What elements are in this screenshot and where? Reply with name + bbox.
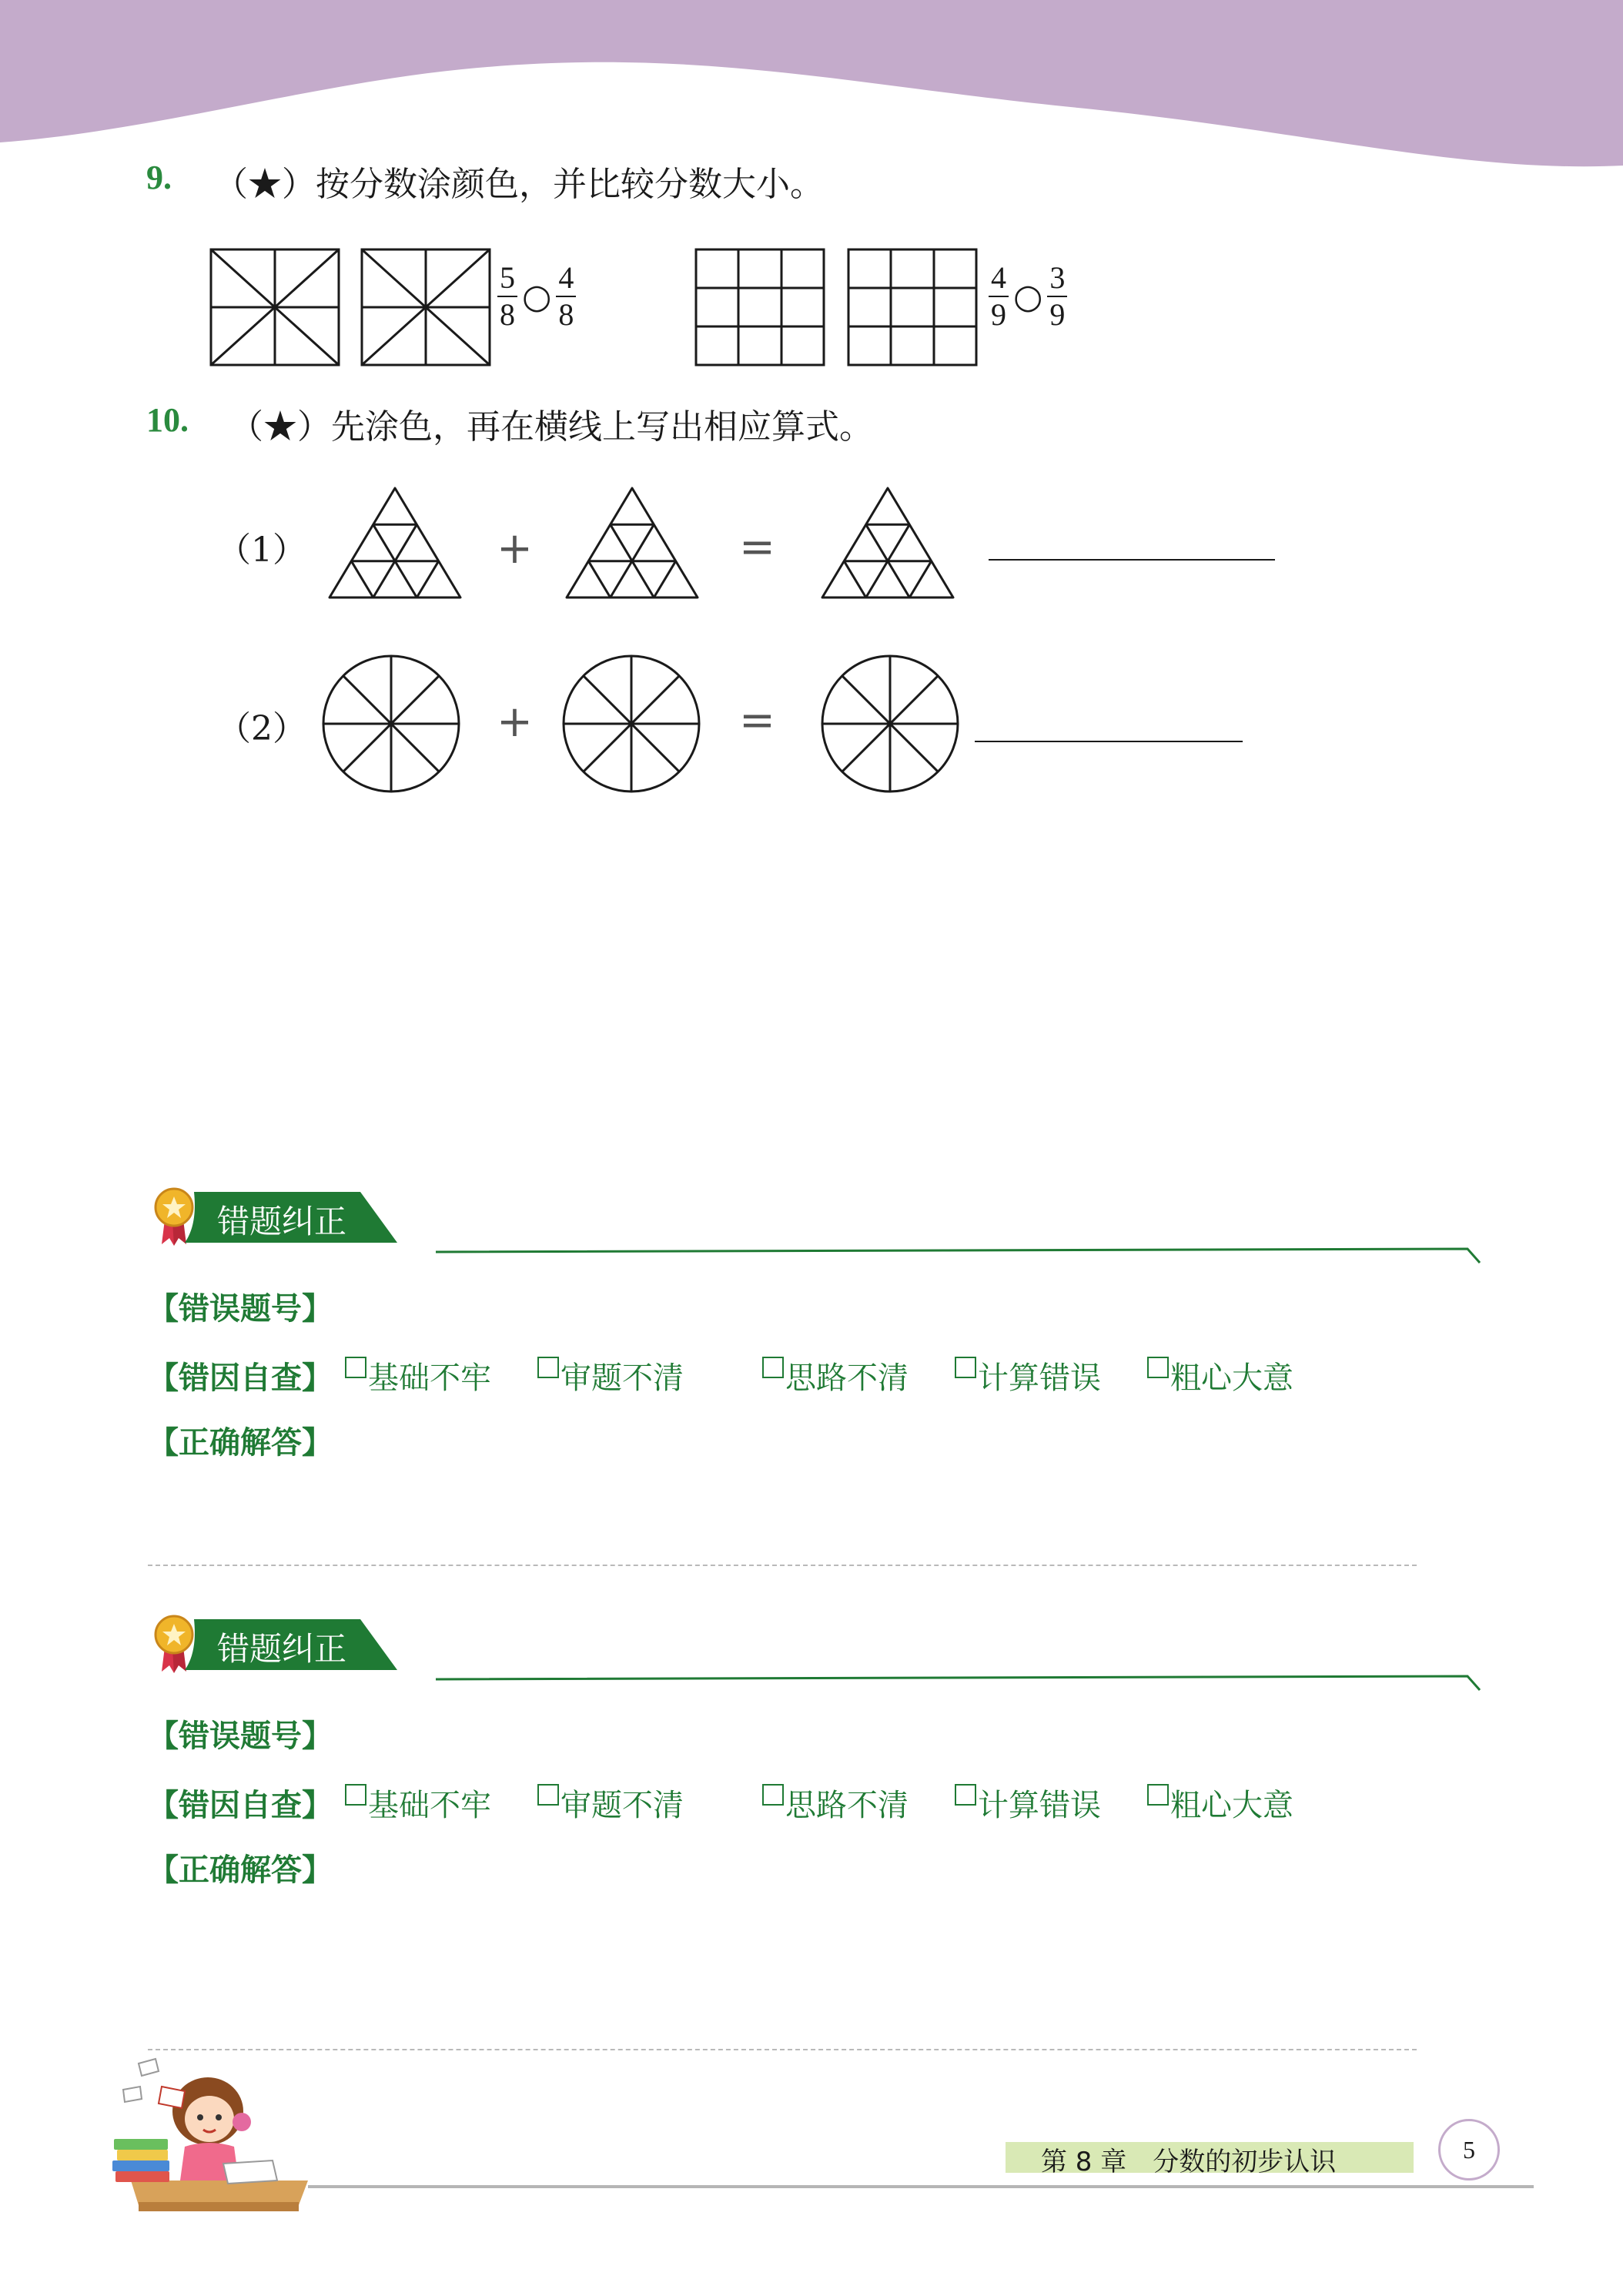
footer-chapter-title: 第 8 章 分数的初步认识 bbox=[1041, 2147, 1337, 2177]
equals-sign: = bbox=[739, 522, 775, 572]
answer-line-1[interactable] bbox=[989, 559, 1275, 561]
wrong-question-label: 【错误题号】 bbox=[148, 1291, 333, 1327]
checkbox-icon[interactable] bbox=[537, 1357, 559, 1378]
section-divider bbox=[148, 2049, 1417, 2050]
wrong-question-label: 【错误题号】 bbox=[148, 1719, 333, 1754]
compare-circle[interactable]: ○ bbox=[1013, 276, 1043, 316]
q10-part2-label: （2） bbox=[217, 709, 306, 748]
option-checkbox-1[interactable]: 基础不牢 bbox=[345, 1781, 491, 1825]
q9-grid-ninths-1 bbox=[694, 248, 825, 366]
option-checkbox-3[interactable]: 思路不清 bbox=[762, 1354, 909, 1397]
checkbox-icon[interactable] bbox=[955, 1357, 976, 1378]
q9-grid-ninths-2 bbox=[847, 248, 978, 366]
q10-text: （★）先涂色，再在横线上写出相应算式。 bbox=[229, 407, 873, 447]
fraction-4-8: $\frac{4}{8}$ bbox=[556, 262, 576, 331]
option-checkbox-4[interactable]: 计算错误 bbox=[955, 1781, 1101, 1825]
checkbox-icon[interactable] bbox=[762, 1784, 784, 1806]
option-checkbox-4[interactable]: 计算错误 bbox=[955, 1354, 1101, 1397]
triangle-ninths-2 bbox=[564, 485, 701, 601]
plus-sign: + bbox=[497, 524, 533, 574]
plus-sign: + bbox=[497, 697, 533, 747]
option-checkbox-3[interactable]: 思路不清 bbox=[762, 1781, 909, 1825]
page-number: 5 bbox=[1463, 2135, 1475, 2164]
q9-square-eighths-2 bbox=[360, 248, 491, 366]
checkbox-icon[interactable] bbox=[955, 1784, 976, 1806]
title-underline bbox=[436, 1237, 1483, 1264]
checkbox-icon[interactable] bbox=[1147, 1357, 1169, 1378]
q9-number: 9. bbox=[146, 159, 172, 196]
footer-rule bbox=[308, 2185, 1534, 2188]
q10-part1-label: （1） bbox=[217, 530, 306, 570]
fraction-3-9: $\frac{3}{9}$ bbox=[1047, 262, 1067, 331]
header-wave bbox=[0, 0, 1623, 177]
section-title: 错题纠正 bbox=[217, 1203, 347, 1240]
option-checkbox-5[interactable]: 粗心大意 bbox=[1147, 1781, 1293, 1825]
fraction-5-8: $\frac{5}{8}$ bbox=[497, 262, 517, 331]
checkbox-icon[interactable] bbox=[1147, 1784, 1169, 1806]
triangle-ninths-1 bbox=[326, 485, 463, 601]
compare-circle[interactable]: ○ bbox=[522, 276, 552, 316]
option-checkbox-2[interactable]: 审题不清 bbox=[537, 1354, 684, 1397]
circle-eighths-2 bbox=[561, 653, 702, 795]
title-underline bbox=[436, 1664, 1483, 1692]
option-checkbox-5[interactable]: 粗心大意 bbox=[1147, 1354, 1293, 1397]
correct-answer-label: 【正确解答】 bbox=[148, 1425, 333, 1461]
q10-number: 10. bbox=[146, 401, 189, 439]
checkbox-icon[interactable] bbox=[345, 1784, 366, 1806]
correct-answer-label: 【正确解答】 bbox=[148, 1853, 333, 1888]
correction-section-2 bbox=[0, 1613, 1623, 2060]
checkbox-icon[interactable] bbox=[345, 1357, 366, 1378]
section-title: 错题纠正 bbox=[217, 1630, 347, 1668]
q9-square-eighths-1 bbox=[209, 248, 340, 366]
q9-left-compare bbox=[497, 262, 576, 331]
page-number-circle bbox=[1438, 2119, 1500, 2181]
fraction-4-9: $\frac{4}{9}$ bbox=[989, 262, 1009, 331]
option-checkbox-2[interactable]: 审题不清 bbox=[537, 1781, 684, 1825]
checkbox-icon[interactable] bbox=[762, 1357, 784, 1378]
correction-section-1 bbox=[0, 1186, 1623, 1594]
checkbox-icon[interactable] bbox=[537, 1784, 559, 1806]
equals-sign: = bbox=[739, 695, 775, 745]
girl-reading-illustration bbox=[108, 2048, 331, 2217]
answer-line-2[interactable] bbox=[975, 741, 1243, 742]
triangle-ninths-3 bbox=[819, 485, 956, 601]
circle-eighths-1 bbox=[320, 653, 462, 795]
section-divider bbox=[148, 1565, 1417, 1566]
q9-text: （★）按分数涂颜色，并比较分数大小。 bbox=[214, 165, 824, 204]
cause-check-label: 【错因自查】 bbox=[148, 1361, 333, 1396]
q9-right-compare bbox=[989, 262, 1067, 331]
cause-check-label: 【错因自查】 bbox=[148, 1788, 333, 1823]
circle-eighths-3 bbox=[819, 653, 961, 795]
option-checkbox-1[interactable]: 基础不牢 bbox=[345, 1354, 491, 1397]
